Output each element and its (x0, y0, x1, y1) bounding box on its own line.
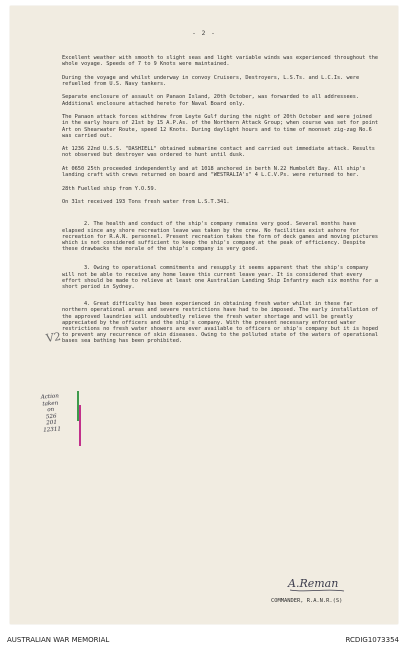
magenta-margin-line (79, 405, 81, 446)
numbered-paragraph-2: 2. The health and conduct of the ship's company remains very good. Several months have elapsed since any shore recreation leave was taken by the crew. No facilities exist ashore for recreation for R.A.N. personnel. Present recreation takes the form of deck games and moving pictures which is not considered sufficient to keep the ship's company at the peak of efficiency. Despite these drawbacks the morale of the ship's company is very good. (62, 221, 379, 253)
archive-reference: RCDIG1073354 (345, 636, 399, 644)
document-page (10, 6, 398, 624)
paragraph: At 0650 25th proceeded independently and at 1018 anchored in berth N.22 Humboldt Bay. All ship's landing craft with crews returned on board and "WESTRALIA's" 4 L.C.V.Ps. were returned to her. (62, 165, 366, 179)
paragraph: On 31st received 193 Tons fresh water from L.S.T.341. (62, 199, 230, 206)
archive-footer (0, 636, 407, 648)
margin-note-line: Action (40, 393, 60, 401)
paragraph: During the voyage and whilst underway in convoy Cruisers, Destroyers, L.S.Ts. and L.C.Is. were refuelled from U.S. Navy tankers. (62, 74, 360, 87)
margin-note-line: 201 (46, 419, 58, 427)
paragraph: The Panaon attack forces withdrew from Leyte Gulf during the night of 20th October and were joined in the early hours of 21st by 15 A.P.As. of the Northern Attack Group; when course was set for point Art on Shearwater Route, speed 12 Knots. During daylight hours and to time of moonset zig-zag No.6 was carried out. (62, 114, 379, 139)
margin-note-line: 12311 (43, 426, 62, 434)
handwritten-margin-mark: V2 (45, 330, 62, 345)
archive-name: AUSTRALIAN WAR MEMORIAL (7, 636, 110, 644)
paragraph: Separate enclosure of assault on Panaon Island, 20th October, was forwarded to all addressees. Additional enclosure attached hereto for Naval Board only. (62, 94, 360, 107)
margin-note-line: on (47, 406, 55, 414)
numbered-paragraph-3: 3. Owing to operational commitments and resupply it seems apparent that the ship's company will not be able to receive any home leave this current leave year. It is considered that every effort should be made to relieve at least one Australian Landing Ship Infantry each six months for a short period in Sydney. (62, 265, 379, 290)
letter-body (62, 55, 380, 352)
page-number: - 2 - (192, 30, 216, 37)
handwritten-signature (286, 572, 346, 594)
signature-text: A.Reman (288, 577, 339, 590)
margin-note-line: taken (42, 400, 59, 408)
paragraph: Excellent weather with smooth to slight seas and light variable winds was experienced throughout the whole voyage. Speeds of 7 to 9 Knots were maintained. (62, 55, 379, 68)
margin-note-line: 526 (45, 413, 57, 421)
numbered-paragraph-4: 4. Great difficulty has been experienced in obtaining fresh water whilst in these far northern operational areas and severe restrictions have had to be imposed. The early installation of the approved laundries will undoubtedly relieve the fresh water shortage and will be greatly appreciated by the officers and the ship's company. With the present necessary enforced water restrictions no fresh water showers are ever available to officers or ship's company but it is hoped to prevent any recurrence of skin diseases. Owing to the polluted state of the waters of operational bases sea bathing has been prohibited. (62, 301, 379, 345)
paragraph: At 1236 22nd U.S.S. "DASHIELL" obtained submarine contact and carried out immediate attack. Results not observed but destroyer was ordered to hunt until dusk. (62, 146, 375, 159)
signatory-rank: COMMANDER, R.A.N.R.(S) (271, 598, 343, 604)
paragraph: 28th Fuelled ship from Y.O.59. (62, 185, 157, 192)
handwritten-margin-note (34, 393, 69, 435)
